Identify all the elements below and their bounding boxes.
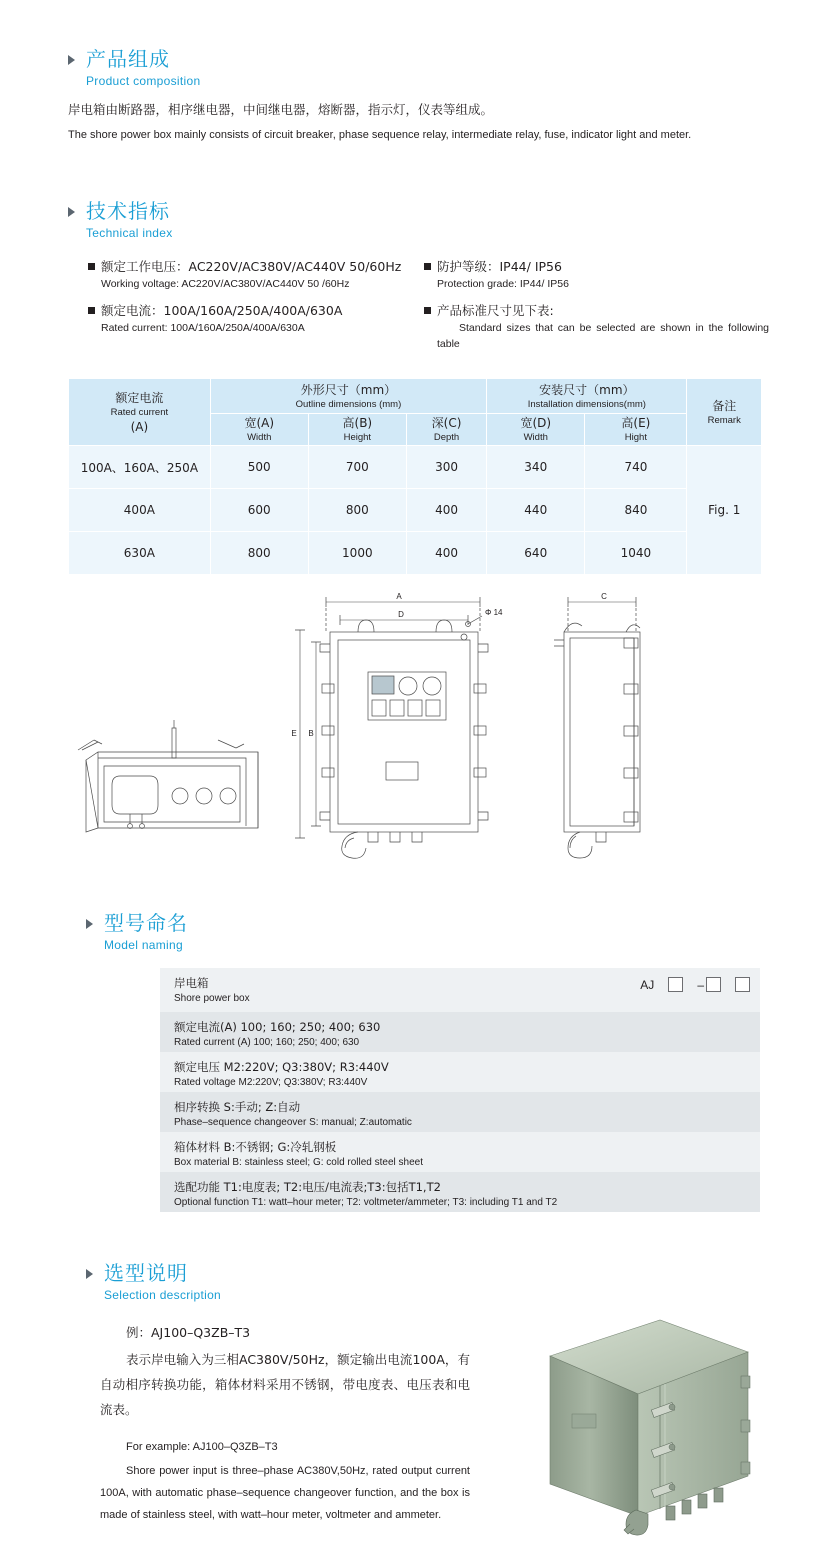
model-row-box-material — [160, 1132, 760, 1172]
tech-item-cn-text: 防护等级：IP44/ IP56 — [437, 259, 562, 274]
code-placeholder-box-2 — [706, 977, 721, 992]
selection-paragraph-en: Shore power input is three–phase AC380V,50Hz, rated output current 100A, with automatic phase–sequence changeover function, and the box is made of stainless steel, with watt–hour meter, voltmeter and ammeter. — [100, 1465, 470, 1521]
table-header — [69, 379, 762, 446]
table-body — [69, 446, 762, 575]
model-row-en: Box material B: stainless steel; G: cold rolled steel sheet — [174, 1157, 424, 1168]
header-sub-en: Hight — [624, 432, 647, 443]
header-sub-en: Width — [523, 432, 548, 443]
header-remark-en: Remark — [707, 414, 741, 426]
code-placeholder-box-1 — [668, 977, 683, 992]
cell-height-b: 800 — [308, 489, 406, 532]
header-sub-height-e — [585, 414, 687, 446]
model-row-en: Rated current (A) 100; 160; 250; 400; 630 — [174, 1037, 360, 1048]
triangle-bullet-icon — [86, 1269, 93, 1279]
label-hole: Φ 14 — [485, 608, 503, 617]
cell-width-d: 340 — [487, 446, 585, 489]
header-sub-depth-c — [406, 414, 486, 446]
model-row-cn: 额定电压 M2:220V; Q3:380V; R3:440V — [174, 1060, 389, 1074]
cell-height-e: 740 — [585, 446, 687, 489]
header-sub-width-a — [210, 414, 308, 446]
header-remark-cn: 备注 — [712, 398, 737, 413]
cell-height-b: 1000 — [308, 532, 406, 575]
header-rated-current-unit: (A) — [130, 419, 149, 434]
tech-item-en: Protection grade: IP44/ IP56 — [437, 278, 569, 290]
tech-item-cn — [424, 302, 769, 320]
header-outline-en: Outline dimensions (mm) — [295, 398, 402, 410]
header-rated-current — [69, 379, 211, 446]
drawing-top-view — [78, 720, 258, 832]
triangle-bullet-icon — [68, 207, 75, 217]
selection-paragraph-cn: 表示岸电输入为三相AC380V/50Hz，额定输出电流100A，有自动相序转换功能，箱体材料采用不锈钢，带电度表、电压表和电流表。 — [100, 1352, 470, 1417]
tech-item-cn-text: 额定工作电压：AC220V/AC380V/AC440V 50/60Hz — [101, 259, 402, 274]
specification-table — [68, 378, 762, 575]
section-title-en: Product composition — [86, 74, 201, 88]
cell-rated-current: 630A — [69, 532, 211, 575]
code-dash: – — [697, 977, 704, 992]
cell-height-e: 1040 — [585, 532, 687, 575]
header-install-cn: 安装尺寸（mm） — [539, 382, 635, 397]
model-row-rated-current — [160, 1012, 760, 1052]
model-naming-block — [160, 968, 760, 1212]
header-sub-cn: 宽(D) — [520, 416, 552, 430]
header-remark — [687, 379, 762, 446]
tech-item-en: Working voltage: AC220V/AC380V/AC440V 50 /60Hz — [101, 278, 350, 290]
tech-item-cn-text: 产品标准尺寸见下表: — [437, 303, 554, 318]
model-row-en: Optional function T1: watt–hour meter; T2: voltmeter/ammeter; T3: including T1 and T2 — [174, 1197, 558, 1208]
drawing-side-view — [554, 597, 640, 858]
model-row-cn: 岸电箱 — [174, 976, 209, 990]
header-sub-en: Depth — [433, 432, 460, 443]
tech-item-protection-grade — [424, 258, 764, 292]
model-code-row — [640, 977, 750, 992]
tech-item-cn-text: 额定电流：100A/160A/250A/400A/630A — [101, 303, 343, 318]
section-title-en: Model naming — [104, 938, 183, 952]
model-row-cn: 箱体材料 B:不锈钢; G:冷轧钢板 — [174, 1140, 337, 1154]
label-a: A — [396, 592, 402, 601]
header-sub-cn: 高(B) — [342, 416, 373, 430]
selection-description-text — [100, 1320, 470, 1526]
tech-item-cn — [88, 258, 428, 276]
header-install-en: Installation dimensions(mm) — [527, 398, 646, 410]
square-bullet-icon — [424, 307, 431, 314]
label-e: E — [291, 729, 297, 738]
selection-example-cn: 例：AJ100–Q3ZB–T3 — [126, 1325, 251, 1340]
model-row-rated-voltage — [160, 1052, 760, 1092]
header-install-dimensions — [487, 379, 687, 414]
header-rated-current-cn: 额定电流 — [115, 390, 164, 405]
model-row-cn: 相序转换 S:手动; Z:自动 — [174, 1100, 301, 1114]
code-placeholder-box-3 — [735, 977, 750, 992]
table-row — [69, 489, 762, 532]
section-title-cn: 型号命名 — [104, 911, 188, 935]
product-photo — [520, 1310, 770, 1540]
cell-depth-c: 400 — [406, 489, 486, 532]
cell-remark: Fig. 1 — [687, 446, 762, 575]
header-sub-en: Width — [247, 432, 272, 443]
cell-width-d: 440 — [487, 489, 585, 532]
table-row — [69, 532, 762, 575]
cell-depth-c: 300 — [406, 446, 486, 489]
cell-height-e: 840 — [585, 489, 687, 532]
header-sub-cn: 深(C) — [431, 416, 462, 430]
section-title-cn: 选型说明 — [104, 1261, 188, 1285]
model-row-shore-power-box — [160, 968, 760, 1012]
tech-item-working-voltage — [88, 258, 428, 292]
section-heading-selection-description — [104, 1262, 221, 1303]
label-c: C — [601, 592, 607, 601]
cell-rated-current: 400A — [69, 489, 211, 532]
section-title-en: Selection description — [104, 1288, 222, 1302]
section-heading-model-naming — [104, 912, 188, 953]
model-row-en: Phase–sequence changeover S: manual; Z:automatic — [174, 1117, 412, 1128]
technical-drawing — [68, 580, 762, 870]
tech-item-en: Standard sizes that can be selected are shown in the following table — [437, 322, 769, 350]
square-bullet-icon — [88, 307, 95, 314]
header-sub-height-b — [308, 414, 406, 446]
tech-item-en: Rated current: 100A/160A/250A/400A/630A — [101, 322, 305, 334]
model-row-cn: 额定电流(A) 100; 160; 250; 400; 630 — [174, 1020, 381, 1034]
label-d: D — [398, 610, 404, 619]
cell-width-a: 800 — [210, 532, 308, 575]
square-bullet-icon — [424, 263, 431, 270]
section-title-cn: 技术指标 — [86, 199, 170, 223]
square-bullet-icon — [88, 263, 95, 270]
tech-item-cn — [424, 258, 764, 276]
product-composition-body-cn: 岸电箱由断路器，相序继电器，中间继电器，熔断器，指示灯，仪表等组成。 — [68, 102, 494, 117]
section-title-en: Technical index — [86, 226, 173, 240]
header-rated-current-en: Rated current — [110, 406, 169, 418]
tech-item-rated-current — [88, 302, 428, 336]
model-row-en: Rated voltage M2:220V; Q3:380V; R3:440V — [174, 1077, 368, 1088]
header-outline-cn: 外形尺寸（mm） — [300, 382, 397, 397]
model-code-prefix: AJ — [640, 977, 655, 992]
header-sub-cn: 高(E) — [621, 416, 651, 430]
cell-height-b: 700 — [308, 446, 406, 489]
header-sub-cn: 宽(A) — [244, 416, 275, 430]
product-composition-body-en: The shore power box mainly consists of circuit breaker, phase sequence relay, intermediate relay, fuse, indicator light and meter. — [68, 129, 692, 141]
tech-item-standard-sizes — [424, 302, 769, 352]
model-row-optional-function — [160, 1172, 760, 1212]
model-row-phase-changeover — [160, 1092, 760, 1132]
model-row-cn: 选配功能 T1:电度表; T2:电压/电流表;T3:包括T1,T2 — [174, 1180, 441, 1194]
section-heading-product-composition — [86, 48, 200, 89]
triangle-bullet-icon — [68, 55, 75, 65]
cell-rated-current: 100A、160A、250A — [69, 446, 211, 489]
header-outline-dimensions — [210, 379, 486, 414]
cell-depth-c: 400 — [406, 532, 486, 575]
cell-width-a: 500 — [210, 446, 308, 489]
cell-width-d: 640 — [487, 532, 585, 575]
section-heading-technical-index — [86, 200, 173, 241]
triangle-bullet-icon — [86, 919, 93, 929]
model-row-en: Shore power box — [174, 993, 250, 1004]
selection-example-en: For example: AJ100–Q3ZB–T3 — [126, 1441, 278, 1453]
label-b: B — [308, 729, 314, 738]
section-title-cn: 产品组成 — [86, 47, 170, 71]
header-sub-width-d — [487, 414, 585, 446]
cell-width-a: 600 — [210, 489, 308, 532]
table-header-row-1 — [69, 379, 762, 414]
header-sub-en: Height — [343, 432, 372, 443]
drawing-front-view — [295, 597, 488, 858]
table-row — [69, 446, 762, 489]
tech-item-cn — [88, 302, 428, 320]
